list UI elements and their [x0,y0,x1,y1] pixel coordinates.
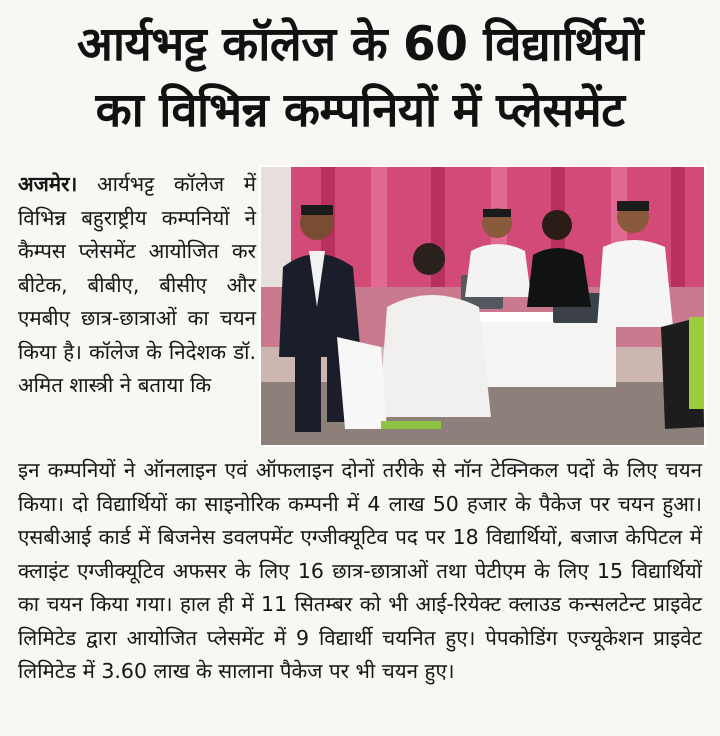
article-column-text [18,168,256,403]
headline [0,12,720,144]
headline-line-2: का विभिन्न कम्पनियों में प्लेसमेंट [95,83,625,138]
headline-line-1: आर्यभट्ट कॉलेज के 60 विद्यार्थियों [76,17,643,72]
news-photo [259,165,706,447]
article-intro: आर्यभट्ट कॉलेज में विभिन्न बहुराष्ट्रीय कम्पनियों ने कैम्पस प्लेसमेंट आयोजित कर बीटेक, बीबीए, बीसीए और एमबीए छात्र-छात्राओं का चयन किया है। कॉलेज के निदेशक डॉ. अमित शास्त्री ने बताया कि [18,172,256,397]
placement-interview-photo [261,167,704,445]
dateline: अजमेर। [18,172,78,196]
article-body-text: इन कम्पनियों ने ऑनलाइन एवं ऑफलाइन दोनों तरीके से नॉन टेक्निकल पदों के लिए चयन किया। दो विद्यार्थियों का साइनोरिक कम्पनी में 4 लाख 50 हजार के पैकेज पर चयन हुआ। एसबीआई कार्ड में बिजनेस डवलपमेंट एग्जीक्यूटिव पद पर 18 विद्यार्थियों, बजाज केपिटल में क्लाइंट एग्जीक्यूटिव अफसर के लिए 16 छात्र-छात्राओं तथा पेटीएम के लिए 15 विद्यार्थियों का चयन किया गया। हाल ही में 11 सितम्बर को भी आई-रियेक्ट क्लाउड कन्सलटेन्ट प्राइवेट लिमिटेड द्वारा आयोजित प्लेसमेंट में 9 विद्यार्थी चयनित हुए। पेपकोडिंग एज्यूकेशन प्राइवेट लिमिटेड में 3.60 लाख के सालाना पैकेज पर भी चयन हुए। [18,458,702,683]
